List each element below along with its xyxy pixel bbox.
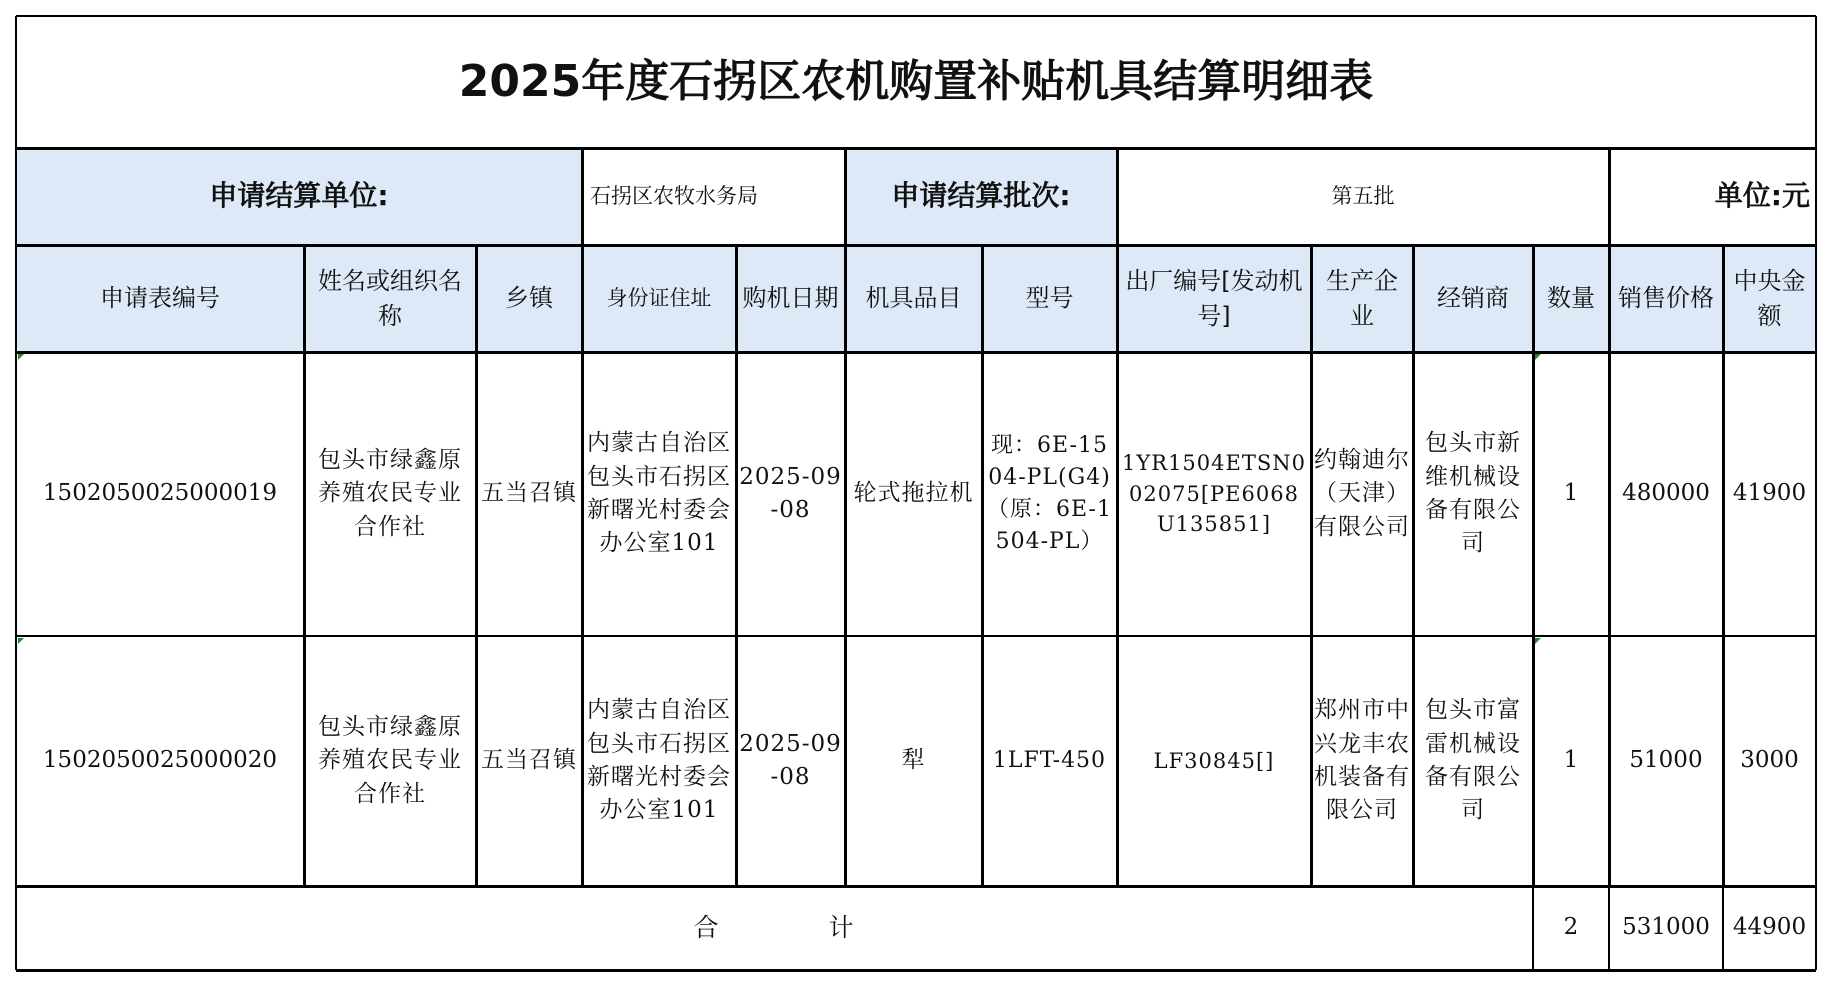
grid-line (981, 245, 984, 886)
cell-quantity: 1 (1563, 480, 1579, 507)
grid-line (1532, 886, 1534, 970)
grid-line (581, 245, 584, 886)
cell-id-address: 内蒙古自治区包头市石拐区新曙光村委会办公室101 (587, 697, 731, 824)
grid-line (844, 245, 847, 886)
cell-sale-price: 51000 (1629, 747, 1703, 774)
grid-line (1608, 886, 1610, 970)
grid-line (1532, 245, 1535, 886)
cell-central-amount: 3000 (1740, 747, 1799, 774)
cell-comment-marker (18, 354, 24, 360)
header-manufacturer: 生产企业 (1311, 245, 1413, 352)
grid-line (1722, 245, 1725, 886)
header-town: 乡镇 (476, 245, 582, 352)
cell-name-org: 包头市绿鑫原养殖农民专业合作社 (318, 713, 462, 807)
sheet-title: 2025年度石拐区农机购置补贴机具结算明细表 (458, 56, 1374, 108)
grid-line (1815, 16, 1817, 970)
grid-line (303, 245, 306, 886)
grid-line (581, 148, 584, 245)
total-price: 531000 (1622, 914, 1710, 941)
grid-line (1116, 245, 1119, 886)
cell-machine-category: 轮式拖拉机 (853, 480, 974, 507)
grid-line (16, 885, 1816, 888)
cell-central-amount: 41900 (1732, 480, 1807, 507)
grid-line (16, 244, 1816, 247)
grid-line (1310, 245, 1313, 886)
total-central: 44900 (1732, 914, 1807, 941)
cell-manufacturer: 约翰迪尔（天津）有限公司 (1314, 446, 1410, 540)
total-label: 合 计 (693, 912, 856, 942)
cell-machine-category: 犁 (901, 747, 926, 774)
grid-line (1722, 886, 1724, 970)
grid-line (735, 245, 738, 886)
header-central-amount: 中央金额 (1723, 245, 1816, 352)
grid-line (15, 16, 17, 970)
grid-line (1412, 245, 1415, 886)
grid-line (16, 351, 1816, 354)
cell-town: 五当召镇 (481, 480, 577, 507)
currency-unit: 单位:元 (1714, 179, 1810, 213)
grid-line (16, 969, 1816, 972)
grid-line (1608, 245, 1611, 886)
header-id-address: 身份证住址 (582, 245, 736, 352)
cell-app-no: 150205002500001​9 (42, 480, 278, 507)
grid-line (16, 147, 1816, 150)
total-quantity: 2 (1563, 914, 1579, 941)
header-sale-price: 销售价格 (1609, 245, 1723, 352)
header-dealer: 经销商 (1413, 245, 1533, 352)
cell-dealer: 包头市富雷机械设备有限公司 (1425, 697, 1521, 824)
grid-line (16, 635, 1816, 637)
cell-sale-price: 480000 (1622, 480, 1710, 507)
cell-comment-marker (18, 638, 24, 644)
grid-line (1116, 148, 1119, 245)
cell-town: 五当召镇 (481, 747, 577, 774)
cell-name-org: 包头市绿鑫原养殖农民专业合作社 (318, 446, 462, 540)
cell-serial-engine: LF30845[] (1153, 748, 1275, 773)
batch-label: 申请结算批次: (845, 148, 1117, 245)
grid-line (844, 148, 847, 245)
cell-purchase-date: 2025-09-08 (739, 730, 842, 790)
cell-model: 现：6E-1504-PL(G4)（原：6E-1504-PL） (987, 433, 1112, 554)
grid-line (475, 245, 478, 886)
applicant-unit-label: 申请结算单位: (16, 148, 582, 245)
header-purchase-date: 购机日期 (736, 245, 845, 352)
cell-quantity: 1 (1563, 747, 1579, 774)
grid-line (16, 15, 1816, 17)
cell-app-no: 1502050025000020 (42, 747, 278, 774)
cell-comment-marker (1535, 354, 1541, 360)
cell-dealer: 包头市新维机械设备有限公司 (1425, 430, 1521, 557)
cell-purchase-date: 2025-09-08 (739, 463, 842, 523)
cell-manufacturer: 郑州市中兴龙丰农机装备有限公司 (1314, 697, 1410, 824)
applicant-unit-value: 石拐区农牧水务局 (590, 184, 758, 209)
cell-serial-engine: 1YR1504ETSN002075[PE6068U135851] (1122, 451, 1306, 537)
header-serial-engine: 出厂编号[发动机号] (1117, 245, 1311, 352)
cell-id-address: 内蒙古自治区包头市石拐区新曙光村委会办公室101 (587, 430, 731, 557)
header-name-org: 姓名或组织名称 (304, 245, 476, 352)
header-machine-category: 机具品目 (845, 245, 982, 352)
header-model: 型号 (982, 245, 1117, 352)
header-app-no: 申请表编号 (16, 245, 304, 352)
header-quantity: 数量 (1533, 245, 1609, 352)
batch-value: 第五批 (1331, 184, 1395, 209)
grid-line (1608, 148, 1611, 245)
cell-model: 1LFT-450 (992, 748, 1107, 774)
cell-comment-marker (1535, 638, 1541, 644)
